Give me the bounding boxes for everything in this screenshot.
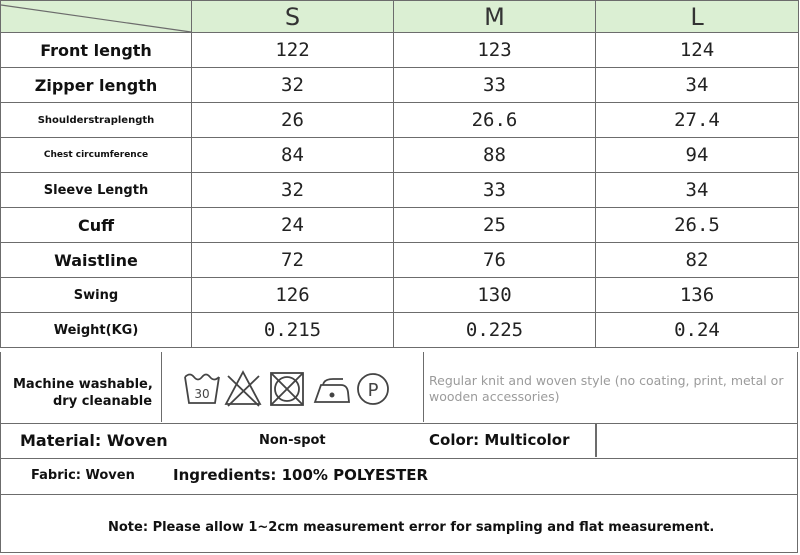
cell-value: 82 <box>596 243 799 278</box>
table-row <box>1 103 799 138</box>
material-row <box>0 424 798 459</box>
table-row <box>1 313 799 348</box>
spot-label: Non-spot <box>259 433 326 448</box>
cell-value: 26.6 <box>394 103 596 138</box>
cell-value: 26 <box>192 103 394 138</box>
diagonal-line <box>1 1 192 33</box>
table-row <box>1 33 799 68</box>
fabric-label: Fabric: Woven <box>31 468 135 483</box>
size-header-row <box>1 1 799 33</box>
no-tumble-dry-icon <box>271 373 303 405</box>
measurement-note: Note: Please allow 1~2cm measurement error for sampling and flat measurement. <box>108 520 715 535</box>
cell-value: 76 <box>394 243 596 278</box>
row-label: Front length <box>1 33 192 68</box>
cell-value: 122 <box>192 33 394 68</box>
table-row <box>1 138 799 173</box>
cell-value: 27.4 <box>596 103 799 138</box>
cell-value: 32 <box>192 68 394 103</box>
cell-value: 33 <box>394 173 596 208</box>
care-section <box>0 352 798 424</box>
cell-value: 25 <box>394 208 596 243</box>
no-bleach-icon <box>226 372 260 406</box>
row-label: Swing <box>1 278 192 313</box>
care-symbols <box>183 369 393 409</box>
row-label: Weight(KG) <box>1 313 192 348</box>
size-header-l: L <box>596 1 799 33</box>
size-header-s: S <box>192 1 394 33</box>
cell-value: 84 <box>192 138 394 173</box>
row-label: Chest circumference <box>1 138 192 173</box>
table-row <box>1 68 799 103</box>
row-label: Waistline <box>1 243 192 278</box>
care-text <box>1 352 162 422</box>
ingredients-label: Ingredients: 100% POLYESTER <box>173 466 429 484</box>
cell-value: 33 <box>394 68 596 103</box>
material-label: Material: Woven <box>20 431 168 450</box>
wash-temp-label: 30 <box>194 387 210 401</box>
divider <box>595 424 597 457</box>
cell-value: 72 <box>192 243 394 278</box>
table-row <box>1 243 799 278</box>
svg-text:P: P <box>367 380 379 401</box>
row-label: Zipper length <box>1 68 192 103</box>
size-header-m: M <box>394 1 596 33</box>
care-line-1: Machine washable, <box>13 377 153 392</box>
row-label: Cuff <box>1 208 192 243</box>
cell-value: 34 <box>596 68 799 103</box>
cell-value: 123 <box>394 33 596 68</box>
cell-value: 26.5 <box>596 208 799 243</box>
cell-value: 130 <box>394 278 596 313</box>
cell-value: 34 <box>596 173 799 208</box>
iron-low-icon <box>315 379 349 402</box>
cell-value: 136 <box>596 278 799 313</box>
cell-value: 32 <box>192 173 394 208</box>
cell-value: 88 <box>394 138 596 173</box>
cell-value: 124 <box>596 33 799 68</box>
note-row <box>0 495 798 553</box>
care-icons <box>161 352 424 422</box>
cell-value: 0.215 <box>192 313 394 348</box>
fabric-row <box>0 459 798 495</box>
table-row <box>1 278 799 313</box>
corner-cell <box>1 1 192 33</box>
table-row <box>1 173 799 208</box>
cell-value: 0.225 <box>394 313 596 348</box>
table-row <box>1 208 799 243</box>
row-label: Shoulderstraplength <box>1 103 192 138</box>
row-label: Sleeve Length <box>1 173 192 208</box>
dry-clean-p-icon <box>358 374 388 404</box>
color-label: Color: Multicolor <box>429 431 570 449</box>
wash-30-icon <box>185 375 219 404</box>
cell-value: 126 <box>192 278 394 313</box>
cell-value: 24 <box>192 208 394 243</box>
cell-value: 0.24 <box>596 313 799 348</box>
cell-value: 94 <box>596 138 799 173</box>
care-line-2: dry cleanable <box>53 394 153 409</box>
style-note: Regular knit and woven style (no coating, print, metal or wooden accessories) <box>429 373 784 404</box>
